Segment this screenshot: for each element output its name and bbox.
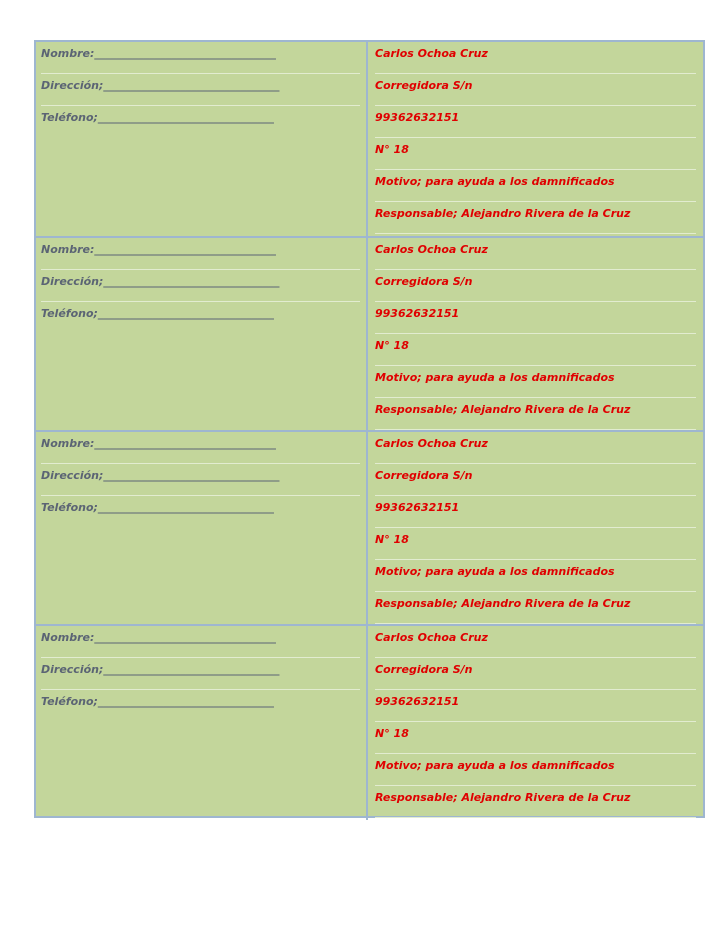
info-phone: 99362632151 [375,106,696,138]
coupon-info [368,42,703,236]
form-fields [36,432,368,626]
info-reason: Motivo; para ayuda a los damnificados [375,754,696,786]
info-responsible: Responsable; Alejandro Rivera de la Cruz [375,786,696,818]
info-number: N° 18 [375,138,696,170]
info-phone: 99362632151 [375,690,696,722]
address-label: Dirección;________________________________ [41,658,360,690]
coupon-card [36,42,703,236]
coupon-info [368,238,703,432]
info-name: Carlos Ochoa Cruz [375,432,696,464]
coupon-sheet [34,40,705,818]
info-name: Carlos Ochoa Cruz [375,626,696,658]
info-reason: Motivo; para ayuda a los damnificados [375,170,696,202]
info-responsible: Responsable; Alejandro Rivera de la Cruz [375,202,696,234]
phone-label: Teléfono;________________________________ [41,695,274,708]
info-phone: 99362632151 [375,496,696,528]
info-number: N° 18 [375,334,696,366]
coupon-card [36,430,703,626]
address-label: Dirección;________________________________ [41,464,360,496]
info-number: N° 18 [375,528,696,560]
form-fields [36,626,368,820]
info-address: Corregidora S/n [375,74,696,106]
info-responsible: Responsable; Alejandro Rivera de la Cruz [375,592,696,624]
info-address: Corregidora S/n [375,464,696,496]
name-label: Nombre:_________________________________ [41,42,360,74]
phone-label: Teléfono;________________________________ [41,501,274,514]
form-fields [36,42,368,236]
coupon-info [368,626,703,820]
coupon-card [36,236,703,432]
info-reason: Motivo; para ayuda a los damnificados [375,560,696,592]
info-name: Carlos Ochoa Cruz [375,238,696,270]
coupon-card [36,624,703,820]
info-reason: Motivo; para ayuda a los damnificados [375,366,696,398]
info-address: Corregidora S/n [375,658,696,690]
info-number: N° 18 [375,722,696,754]
coupon-info [368,432,703,626]
phone-label: Teléfono;________________________________ [41,111,274,124]
form-fields [36,238,368,432]
name-label: Nombre:_________________________________ [41,626,360,658]
address-label: Dirección;________________________________ [41,74,360,106]
info-address: Corregidora S/n [375,270,696,302]
name-label: Nombre:_________________________________ [41,238,360,270]
address-label: Dirección;________________________________ [41,270,360,302]
info-name: Carlos Ochoa Cruz [375,42,696,74]
info-phone: 99362632151 [375,302,696,334]
name-label: Nombre:_________________________________ [41,432,360,464]
info-responsible: Responsable; Alejandro Rivera de la Cruz [375,398,696,430]
phone-label: Teléfono;________________________________ [41,307,274,320]
